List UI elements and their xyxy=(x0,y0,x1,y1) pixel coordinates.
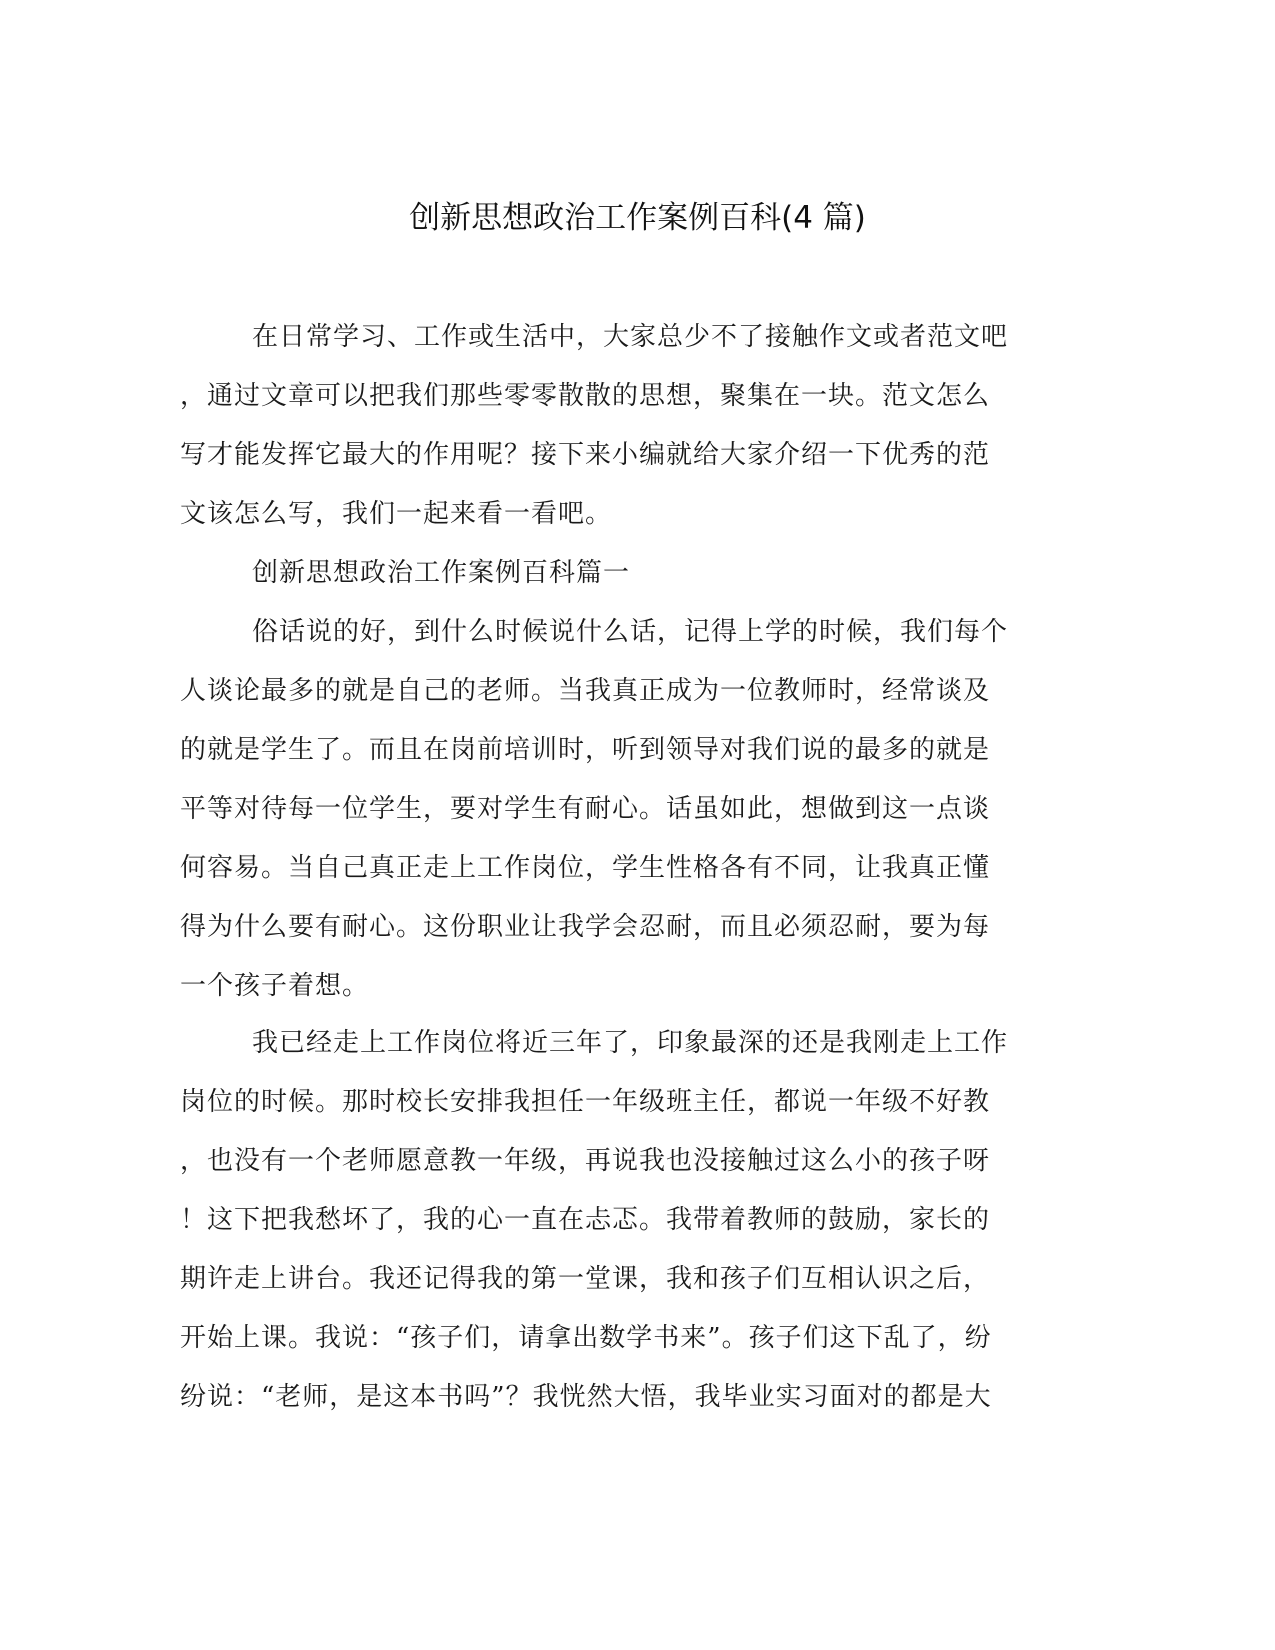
paragraph-line: 我已经走上工作岗位将近三年了，印象最深的还是我刚走上工作 xyxy=(252,1028,1009,1058)
document-title: 创新思想政治工作案例百科(4 篇) xyxy=(409,200,866,236)
paragraph-line: ，通过文章可以把我们那些零零散散的思想，聚集在一块。范文怎么 xyxy=(180,381,991,411)
paragraph-line: 岗位的时候。那时校长安排我担任一年级班主任，都说一年级不好教 xyxy=(180,1087,991,1117)
paragraph-line: 期许走上讲台。我还记得我的第一堂课，我和孩子们互相认识之后， xyxy=(180,1264,991,1294)
paragraph-line: 开始上课。我说：“孩子们，请拿出数学书来”。孩子们这下乱了，纷 xyxy=(180,1323,992,1353)
section-heading: 创新思想政治工作案例百科篇一 xyxy=(252,558,631,588)
paragraph-line: ！这下把我愁坏了，我的心一直在忐忑。我带着教师的鼓励，家长的 xyxy=(180,1205,991,1235)
paragraph-line: 的就是学生了。而且在岗前培训时，听到领导对我们说的最多的就是 xyxy=(180,735,991,765)
paragraph-line: 人谈论最多的就是自己的老师。当我真正成为一位教师时，经常谈及 xyxy=(180,676,991,706)
paragraph-line: 得为什么要有耐心。这份职业让我学会忍耐，而且必须忍耐，要为每 xyxy=(180,912,991,942)
paragraph-line: 俗话说的好，到什么时候说什么话，记得上学的时候，我们每个 xyxy=(252,617,1009,647)
paragraph-line: 平等对待每一位学生，要对学生有耐心。话虽如此，想做到这一点谈 xyxy=(180,794,991,824)
paragraph-line: 文该怎么写，我们一起来看一看吧。 xyxy=(180,499,613,529)
paragraph-line: 在日常学习、工作或生活中，大家总少不了接触作文或者范文吧 xyxy=(252,322,1009,352)
paragraph-line: 何容易。当自己真正走上工作岗位，学生性格各有不同，让我真正懂 xyxy=(180,853,991,883)
paragraph-line: 纷说：“老师，是这本书吗”？我恍然大悟，我毕业实习面对的都是大 xyxy=(180,1382,992,1412)
paragraph-line: 一个孩子着想。 xyxy=(180,971,370,1001)
paragraph-line: 写才能发挥它最大的作用呢？接下来小编就给大家介绍一下优秀的范 xyxy=(180,440,991,470)
paragraph-line: ，也没有一个老师愿意教一年级，再说我也没接触过这么小的孩子呀 xyxy=(180,1146,991,1176)
